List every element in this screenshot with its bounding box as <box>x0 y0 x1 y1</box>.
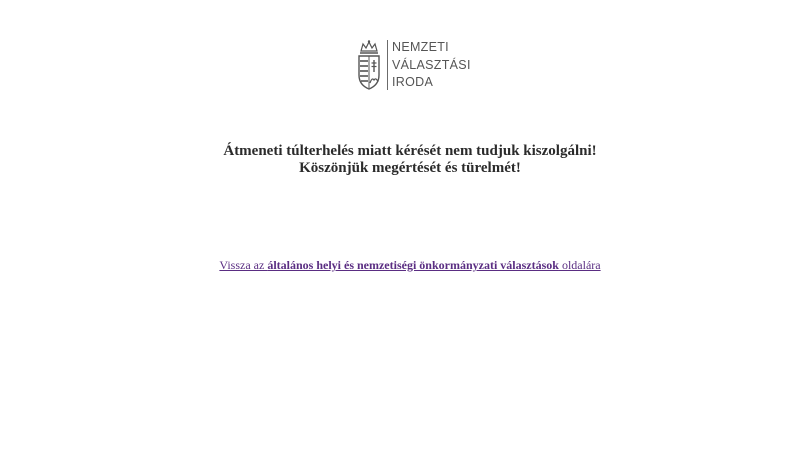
nvi-logo <box>356 39 471 91</box>
overload-message-line-2: Köszönjük megértését és türelmét! <box>299 160 521 176</box>
back-link[interactable] <box>219 258 600 272</box>
overload-message-line-1: Átmeneti túlterhelés miatt kérését nem tudjuk kiszolgálni! <box>223 143 597 159</box>
logo-divider <box>387 40 388 90</box>
back-link-election-name: általános helyi és nemzetiségi önkormányzati választások <box>267 258 559 272</box>
hungarian-coat-of-arms-icon <box>356 39 382 91</box>
logo-wordmark <box>392 40 471 90</box>
back-link-suffix: oldalára <box>558 258 601 272</box>
logo-line-1: NEMZETI <box>392 40 449 54</box>
overload-message <box>0 143 810 177</box>
logo-line-3: IRODA <box>392 75 434 89</box>
back-link-container <box>0 258 810 273</box>
logo-line-2: VÁLASZTÁSI <box>392 57 471 72</box>
back-link-prefix: Vissza az <box>219 258 268 272</box>
